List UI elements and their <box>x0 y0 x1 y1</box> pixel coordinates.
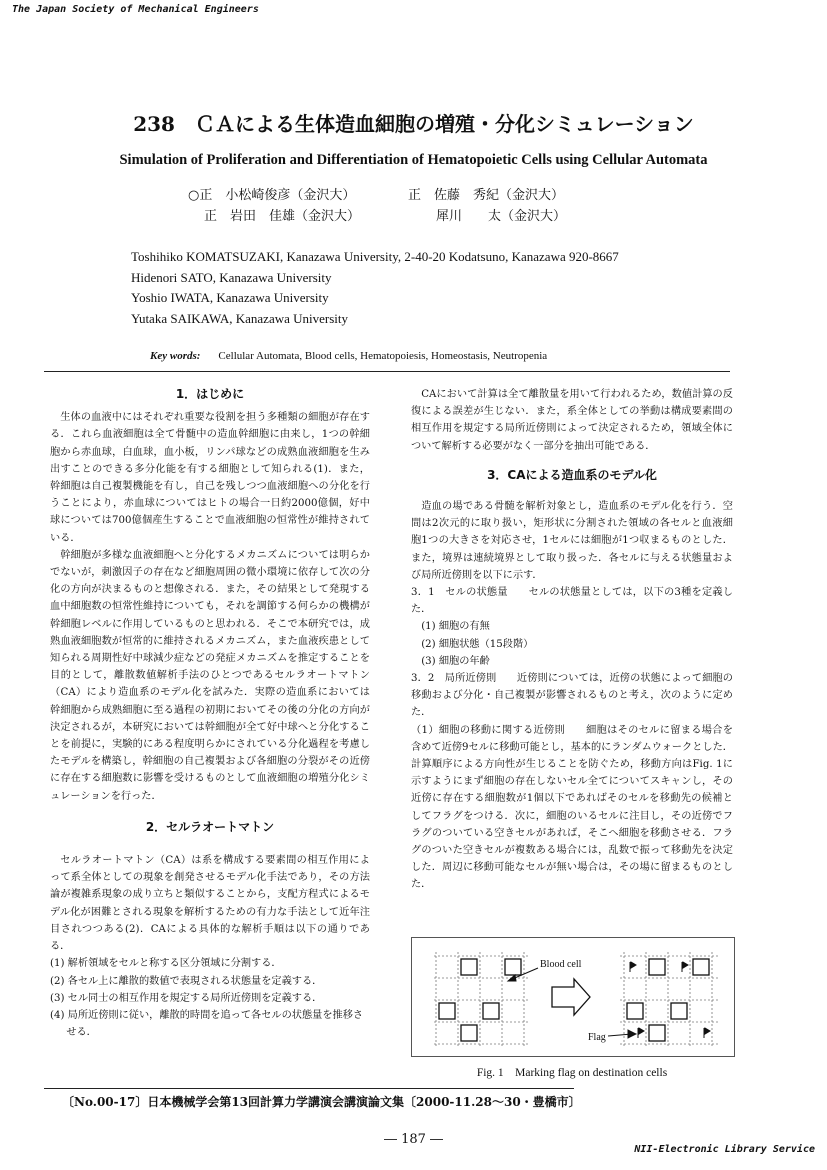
keywords <box>150 350 547 362</box>
affiliation-item: Yutaka SAIKAWA, Kanazawa University <box>131 310 349 326</box>
affiliation-item: Hidenori SATO, Kanazawa University <box>131 269 332 285</box>
blood-cell <box>461 1025 477 1041</box>
list-item: (2) 細胞状態（15段階） <box>421 638 534 650</box>
author-sato: 正 佐藤 秀紀（金沢大） <box>408 188 565 203</box>
list-item: (1) 解析領域をセルと称する区分領域に分割する． <box>50 958 282 970</box>
keywords-text: Cellular Automata, Blood cells, Hematopoiesis, Homeostasis, Neutropenia <box>218 350 548 362</box>
figure-caption: Fig. 1 Marking flag on destination cells <box>476 1067 668 1079</box>
affiliation-list <box>131 247 619 329</box>
section-heading-model: 3．CAによる造血系のモデル化 <box>487 467 657 482</box>
blood-cell <box>483 1003 499 1019</box>
list-item: (1) 細胞の有無 <box>421 621 490 633</box>
section-heading-intro: 1．はじめに <box>175 387 245 401</box>
right-column <box>411 386 733 894</box>
blood-cell <box>505 959 521 975</box>
left-column <box>50 380 370 1041</box>
section-heading-ca: 2．セルラオートマトン <box>145 819 275 834</box>
title-japanese: 238 ＣＡによる生体造血細胞の増殖・分化シミュレーション <box>133 112 694 136</box>
author-komatsuzaki: ○正 小松崎俊彦（金沢大） <box>188 188 356 203</box>
blood-cell <box>649 1025 665 1041</box>
paragraph: 造血の場である骨髄を解析対象とし，造血系のモデル化を行う．空間は2次元的に取り扱い，矩形状に分割された領域の各セルと血液細胞1つの大きさを対応させ，1セルには細胞が1つ収まるものとした．また，境界は連続境界として取り扱った．各セルに与える状態量および局所近傍則を以下に示す． <box>411 501 733 581</box>
society-header: The Japan Society of Mechanical Engineers <box>12 4 259 15</box>
affiliation-item: Yoshio IWATA, Kanazawa University <box>131 290 329 305</box>
paragraph: セルラオートマトン（CA）は系を構成する要素間の相互作用によって系全体としての現象を創発させるモデル化手法であり，その方法論が複雑系現象の成り立ちと類似することから，支配方程式によるモデル化が困難とされる現象を解析するための有力な手法として近年注目されつつある(2)．CAによる具体的な解析手順は以下の通りである． <box>50 855 370 953</box>
list-item: (3) 細胞の年齢 <box>421 655 490 667</box>
figure-box <box>411 937 735 1057</box>
list-item: (3) セル同士の相互作用を規定する局所近傍則を定義する． <box>50 992 323 1004</box>
title-english: Simulation of Proliferation and Differentiation of Hematopoietic Cells using Cellular Automata <box>119 152 708 168</box>
author-iwata: 正 岩田 佳雄（金沢大） <box>204 209 361 224</box>
keywords-rule <box>44 371 730 372</box>
footer-rule <box>44 1088 574 1089</box>
blood-cell <box>439 1003 455 1019</box>
blood-cell <box>627 1003 643 1019</box>
keywords-label: Key words: <box>150 350 201 362</box>
flag-label: Flag <box>588 1032 606 1043</box>
figure-diagram <box>412 938 734 1056</box>
affiliation-item: Toshihiko KOMATSUZAKI, Kanazawa University, 2-40-20 Kodatsuno, Kanazawa 920-8667 <box>131 249 619 264</box>
subsection-local-rule: 3．2 局所近傍則 近傍則については，近傍の状態によって細胞の移動および分化・自己複製が影響されるものと考え，次のように定めた． <box>411 673 733 719</box>
list-item: (4) 局所近傍則に従い，離散的時間を追って各セルの状態量を推移させる． <box>50 1009 364 1039</box>
arrow-right-icon <box>552 979 590 1015</box>
blood-cell <box>649 959 665 975</box>
paragraph: 幹細胞が多様な血液細胞へと分化するメカニズムについては明らかでないが，刺激因子の存在など細胞周囲の微小環境に依存して次の分化の方向が決まるものと想像される．また，その結果として発現する血中細胞数の恒常性維持についても，それを調節する何らかの機構が幹細胞レベルに作用しているものと思われる．そこで本研究では，成熟血液細胞数が恒常的に維持されるメカニズム，また血液疾患として知られる周期性好中球減少症などの発症メカニズムを推定することを目的として，離散数値解析手法のひとつであるセルラオートマトン（CA）により造血系のモデル化を試みた．実際の造血系においては幹細胞から成熟細胞に至る過程の初期においてその後の分化の方向が決定されるが，本研究においては幹細胞が全て好中球へと分化することを前提に，実験的にある程度明らかにされている分化過程を考慮したモデルを構築し，幹細胞の自己複製および各細胞の分裂がその近傍に存在する細胞数に影響を受けるものとして血液細胞の増殖分化シミュレーションを行った． <box>50 549 370 802</box>
blood-cell <box>461 959 477 975</box>
blood-cell-label: Blood cell <box>540 959 582 970</box>
paragraph: 生体の血液中にはそれぞれ重要な役割を担う多種類の細胞が存在する．これら血液細胞は全て骨髄中の造血幹細胞に由来し，1つの幹細胞から赤血球，白血球，血小板，リンパ球などの成熟血液細胞を生み出すことのできる多分化能を有する細胞として知られる(1)．また，幹細胞は自己複製機能を有し，自己を残しつつ血液細胞への分化を行うことにより，赤血球についてはヒトの場合一日約2000億個，好中球については700億個産生することで血液細胞の恒常性が維持されている． <box>50 412 370 544</box>
proceedings-footer: 〔No.00-17〕日本機械学会第13回計算力学講演会講演論文集〔2000-11.28～30・豊橋市〕 <box>62 1095 581 1109</box>
blood-cell <box>693 959 709 975</box>
state-list <box>411 618 733 670</box>
paragraph: CAにおいて計算は全て離散量を用いて行われるため，数値計算の反復による誤差が生じない．また，系全体としての挙動は構成要素間の相互作用を規定する局所近傍則によって決定されるため，領域全体について解析する必要がなく一部分を抽出可能である． <box>411 389 733 452</box>
nii-service-label: NII-Electronic Library Service <box>634 1144 815 1155</box>
list-item: (2) 各セル上に離散的数値で表現される状態量を定義する． <box>50 975 323 987</box>
blood-cell <box>671 1003 687 1019</box>
author-saikawa: 犀川 太（金沢大） <box>436 209 567 224</box>
paragraph: （1）細胞の移動に関する近傍則 細胞はそのセルに留まる場合を含めて近傍9セルに移動可能とし，基本的にランダムウォークとした．計算順序による方向性が生じることを防ぐため，移動方向はFig. 1に示すようにまず細胞の存在しないセル全てについてスキャンし，その近傍に存在する細胞数が1個以下であればそのセルを移動先の候補としてフラグをつける．次に，細胞のいるセルに注目し，その近傍でフラグのついている空きセルがあれば，そこへ細胞を移動させる．フラグのついた空きセルが複数ある場合には，乱数で振って移動先を決定した．周辺に移動可能なセルが無い場合は，その場に留まるものとした． <box>411 724 733 891</box>
subsection-cell-state: 3．1 セルの状態量 セルの状態量としては，以下の3種を定義した． <box>411 587 733 616</box>
page-number: ― 187 ― <box>383 1132 444 1147</box>
